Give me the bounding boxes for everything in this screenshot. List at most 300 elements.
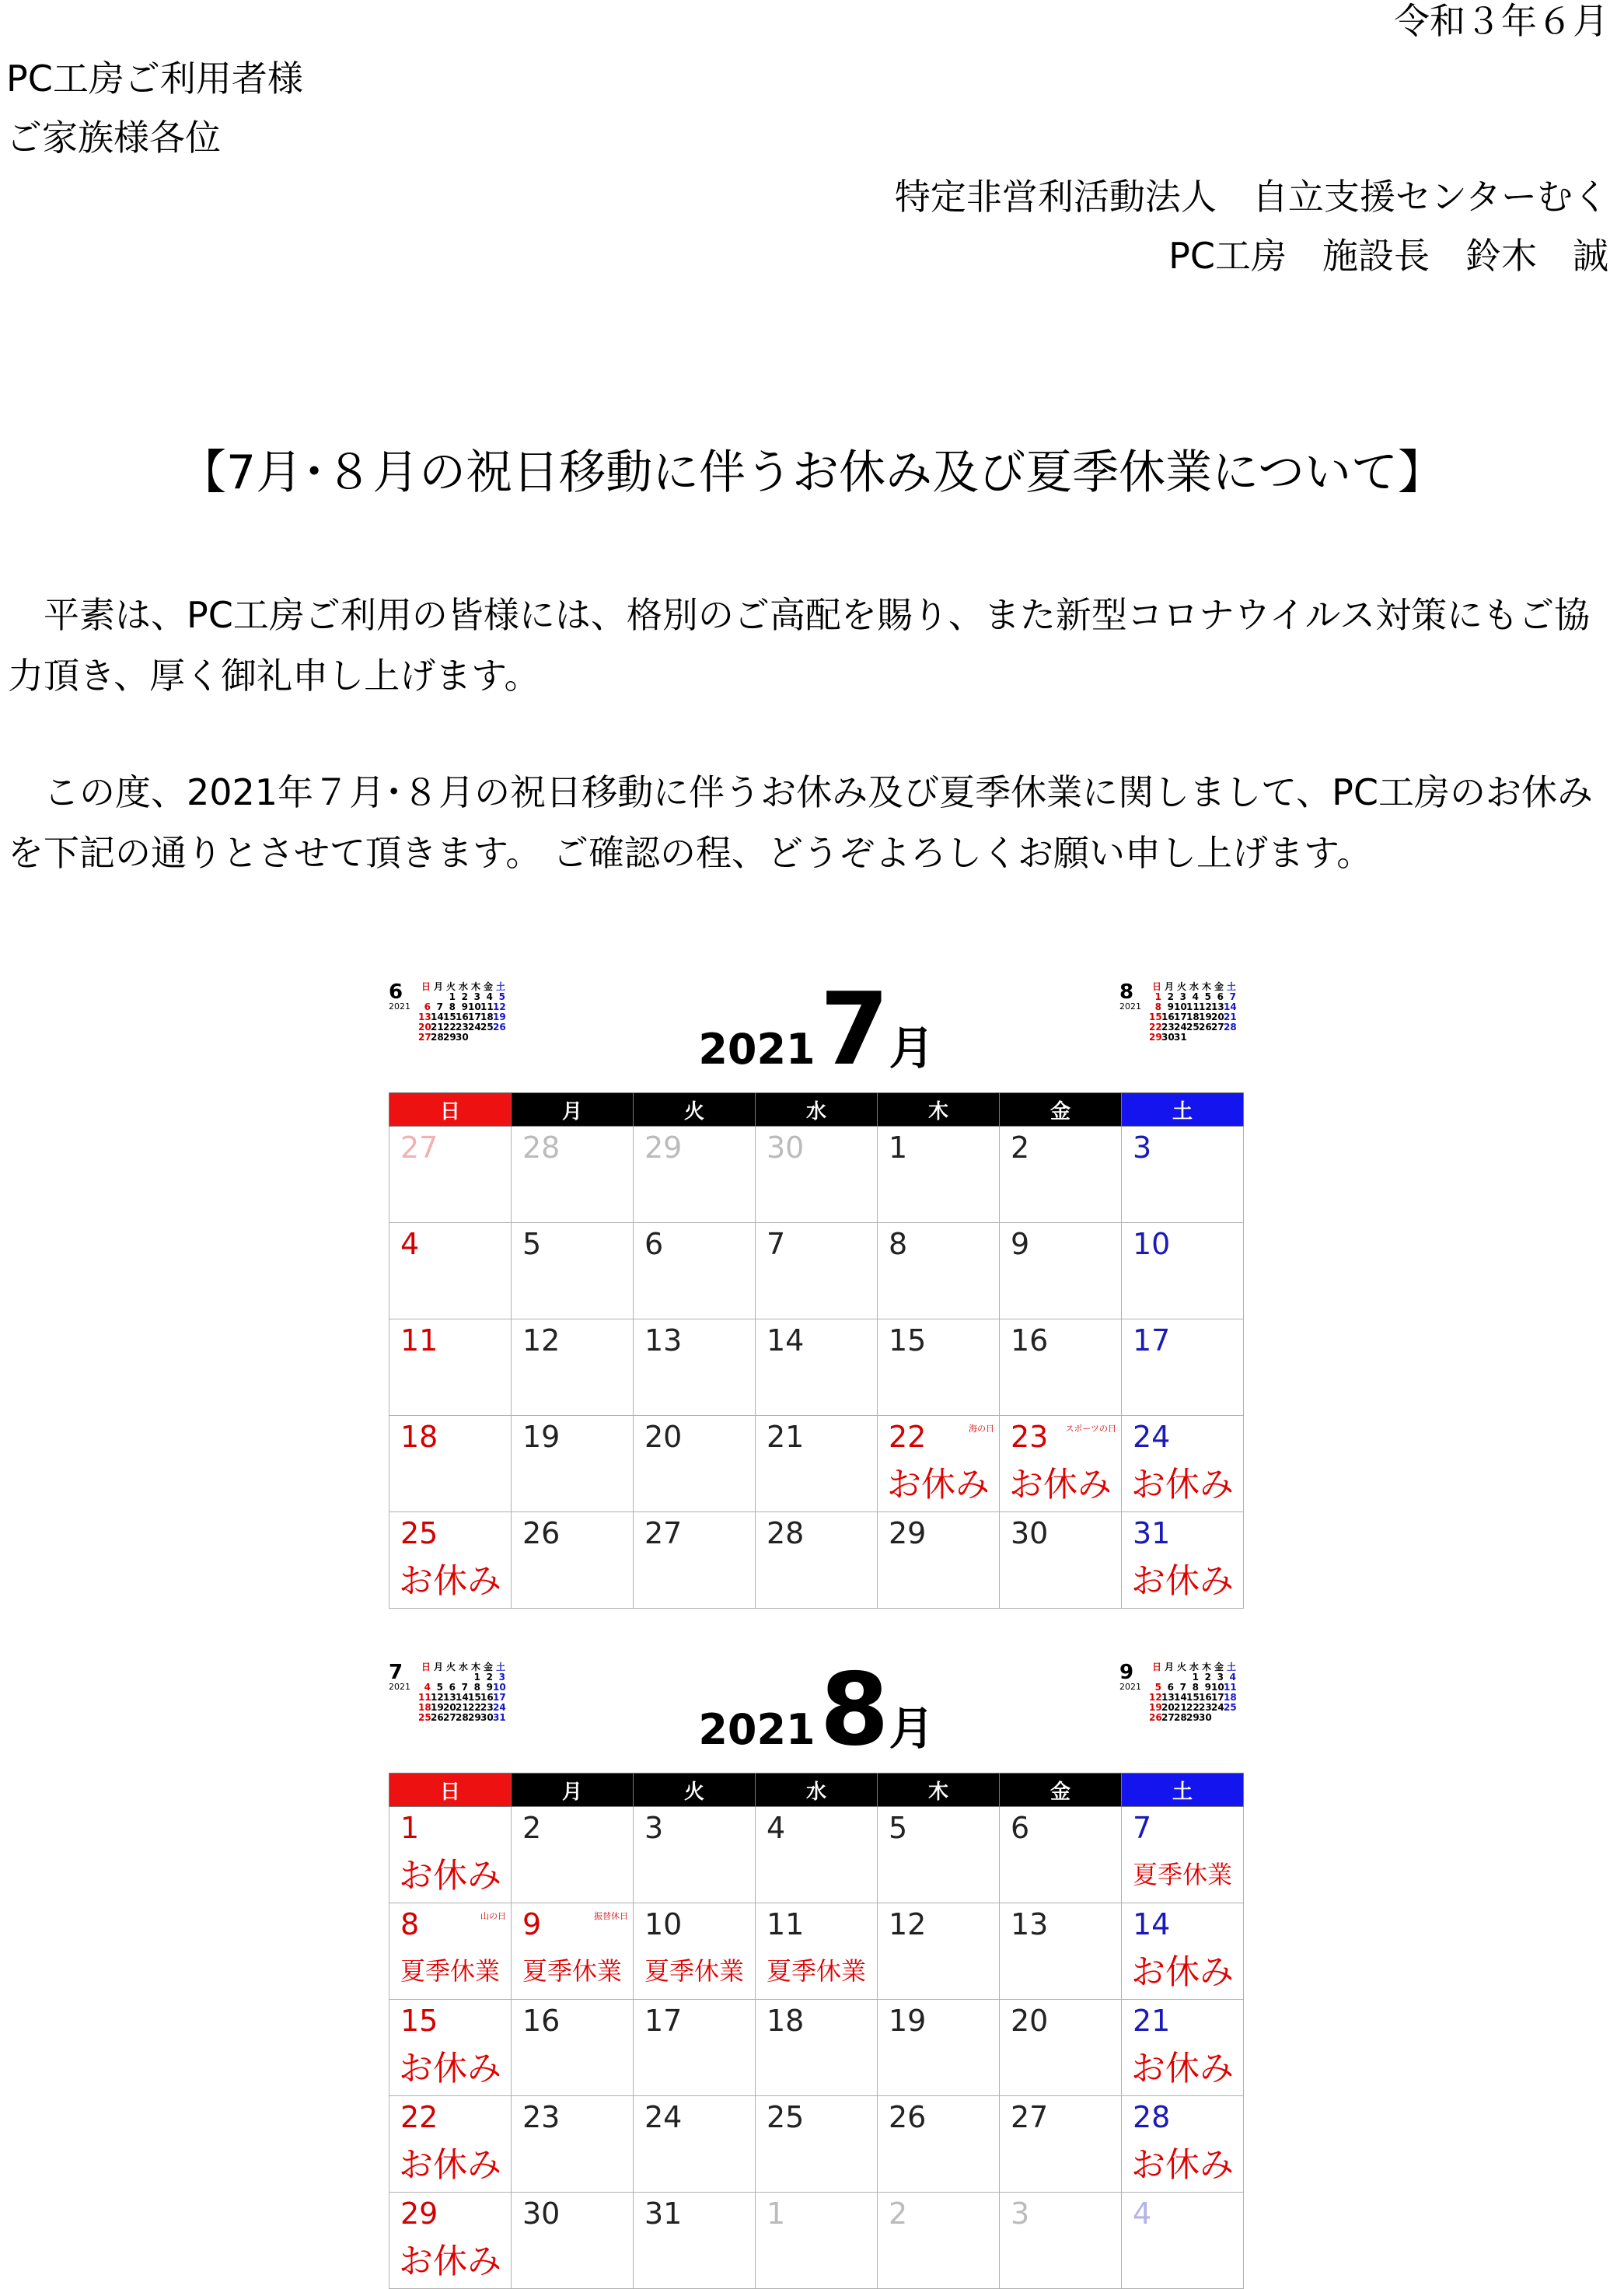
mini-weekday: 木 bbox=[1201, 1662, 1211, 1672]
calendar-title bbox=[389, 1652, 1244, 1773]
weekday-header: 金 bbox=[1000, 1093, 1122, 1127]
calendar-day-cell bbox=[634, 1512, 756, 1609]
mini-day: 29 bbox=[443, 1032, 456, 1043]
calendar-day-cell bbox=[389, 1807, 512, 1903]
mini-weekday: 日 bbox=[1151, 981, 1161, 992]
day-off-label: お休み bbox=[399, 1561, 501, 1601]
mini-day: 13 bbox=[418, 1012, 431, 1022]
calendar-year: 2021 bbox=[698, 1025, 815, 1074]
day-number: 9 bbox=[1011, 1227, 1030, 1261]
day-number: 27 bbox=[644, 1516, 683, 1550]
day-off-label: お休み bbox=[887, 1465, 990, 1504]
day-number: 4 bbox=[1133, 2196, 1152, 2231]
mini-day: 26 bbox=[1199, 1022, 1212, 1033]
mini-day: 22 bbox=[1149, 1022, 1162, 1033]
mini-day: 8 bbox=[1192, 1682, 1199, 1693]
mini-day: 12 bbox=[1199, 1001, 1212, 1012]
mini-day: 30 bbox=[480, 1712, 494, 1723]
mini-day: 17 bbox=[493, 1692, 506, 1703]
calendar-day-cell bbox=[1122, 1127, 1244, 1223]
mini-day: 22 bbox=[468, 1702, 481, 1713]
mini-day: 18 bbox=[480, 1012, 494, 1022]
calendar-week-row bbox=[389, 1807, 1244, 1903]
day-number: 31 bbox=[644, 2196, 683, 2231]
mini-day: 13 bbox=[1161, 1692, 1175, 1703]
day-number: 14 bbox=[1133, 1907, 1171, 1941]
day-number: 16 bbox=[522, 2004, 561, 2038]
mini-calendar-year: 2021 bbox=[1119, 1682, 1141, 1692]
day-number: 5 bbox=[522, 1227, 542, 1261]
mini-day: 23 bbox=[456, 1022, 469, 1033]
day-number: 16 bbox=[1011, 1323, 1049, 1358]
calendar-day-cell bbox=[878, 1807, 1000, 1903]
day-number: 1 bbox=[889, 1131, 908, 1165]
mini-weekday: 火 bbox=[445, 1662, 456, 1672]
day-number: 22 bbox=[400, 2100, 438, 2134]
mini-day: 9 bbox=[461, 1001, 468, 1012]
calendar-day-cell bbox=[878, 2193, 1000, 2289]
weekday-header: 土 bbox=[1122, 1774, 1244, 1807]
calendar-day-cell bbox=[512, 2000, 634, 2096]
mini-day: 19 bbox=[1149, 1702, 1162, 1713]
day-off-label: お休み bbox=[399, 2242, 501, 2281]
calendar-day-cell bbox=[1122, 2193, 1244, 2289]
mini-weekday: 水 bbox=[458, 981, 468, 992]
mini-day: 20 bbox=[443, 1702, 456, 1713]
weekday-header: 水 bbox=[756, 1093, 878, 1127]
mini-calendar-year: 2021 bbox=[389, 1001, 410, 1012]
weekday-header: 日 bbox=[389, 1774, 512, 1807]
weekday-header: 木 bbox=[878, 1093, 1000, 1127]
summer-closure-label: 夏季休業 bbox=[522, 1956, 622, 1986]
day-number: 19 bbox=[522, 1420, 561, 1454]
sender-organization: 特定非営利活動法人 自立支援センターむく bbox=[894, 176, 1608, 218]
mini-day: 5 bbox=[1204, 991, 1211, 1002]
mini-day: 28 bbox=[431, 1032, 444, 1043]
calendar-day-cell bbox=[389, 1512, 512, 1609]
summer-closure-label: 夏季休業 bbox=[766, 1956, 866, 1986]
mini-day: 11 bbox=[418, 1692, 431, 1703]
calendar-day-cell bbox=[634, 1807, 756, 1903]
mini-day: 20 bbox=[418, 1022, 431, 1033]
mini-weekday: 月 bbox=[433, 1662, 443, 1672]
calendar-day-cell bbox=[634, 1416, 756, 1512]
calendar-day-cell bbox=[389, 1127, 512, 1223]
mini-day: 8 bbox=[1154, 1001, 1161, 1012]
mini-day: 5 bbox=[1154, 1682, 1161, 1693]
mini-day: 1 bbox=[1192, 1672, 1199, 1683]
calendar-month-label: 月 bbox=[889, 1702, 934, 1755]
weekday-header: 火 bbox=[634, 1093, 756, 1127]
mini-day: 19 bbox=[1199, 1012, 1212, 1022]
calendar-day-cell bbox=[756, 2096, 878, 2193]
mini-weekday: 土 bbox=[495, 981, 505, 992]
calendar-header bbox=[389, 972, 1244, 1092]
day-number: 23 bbox=[522, 2100, 561, 2134]
day-number: 28 bbox=[522, 1131, 561, 1165]
day-number: 25 bbox=[767, 2100, 805, 2134]
calendar-day-cell bbox=[1000, 1319, 1122, 1416]
calendar-header bbox=[389, 1652, 1244, 1773]
day-number: 2 bbox=[889, 2196, 908, 2231]
mini-weekday: 日 bbox=[1151, 1662, 1161, 1672]
mini-day: 20 bbox=[1211, 1012, 1224, 1022]
day-number: 30 bbox=[1011, 1516, 1049, 1550]
calendar-day-cell bbox=[1000, 1903, 1122, 2000]
mini-day: 1 bbox=[473, 1672, 480, 1683]
mini-day: 2 bbox=[1167, 991, 1174, 1002]
mini-day: 20 bbox=[1161, 1702, 1175, 1713]
mini-day: 21 bbox=[1224, 1012, 1237, 1022]
calendar-day-cell bbox=[1000, 1416, 1122, 1512]
calendar-day-cell bbox=[878, 1127, 1000, 1223]
weekday-header: 月 bbox=[512, 1774, 634, 1807]
mini-day: 7 bbox=[1229, 991, 1236, 1002]
summer-closure-label: 夏季休業 bbox=[1132, 1860, 1232, 1889]
calendar-day-cell bbox=[634, 1223, 756, 1319]
mini-weekday: 木 bbox=[1201, 981, 1211, 992]
mini-day: 9 bbox=[1167, 1001, 1174, 1012]
day-number: 29 bbox=[400, 2196, 438, 2231]
mini-day: 22 bbox=[443, 1022, 456, 1033]
mini-day: 15 bbox=[468, 1692, 481, 1703]
mini-day: 31 bbox=[1174, 1032, 1187, 1043]
mini-weekday: 月 bbox=[433, 981, 443, 992]
day-number: 20 bbox=[644, 1420, 683, 1454]
calendar-day-cell bbox=[878, 1223, 1000, 1319]
day-number: 24 bbox=[644, 2100, 683, 2134]
mini-day: 24 bbox=[493, 1702, 506, 1713]
day-number: 7 bbox=[767, 1227, 786, 1261]
calendar-month-number: 7 bbox=[819, 972, 889, 1088]
mini-weekday: 木 bbox=[470, 1662, 480, 1672]
day-off-label: お休み bbox=[1131, 2145, 1234, 2185]
mini-day: 10 bbox=[468, 1001, 481, 1012]
calendar-week-row bbox=[389, 1416, 1244, 1512]
mini-calendar-month: 7 bbox=[389, 1661, 403, 1684]
mini-day: 7 bbox=[461, 1682, 468, 1693]
day-number: 27 bbox=[400, 1131, 438, 1165]
day-number: 10 bbox=[1133, 1227, 1171, 1261]
mini-day: 27 bbox=[443, 1712, 456, 1723]
holiday-name: スポーツの日 bbox=[1065, 1424, 1116, 1434]
mini-day: 11 bbox=[1186, 1001, 1200, 1012]
day-number: 3 bbox=[644, 1811, 664, 1845]
mini-weekday: 火 bbox=[445, 981, 456, 992]
mini-calendar-month: 6 bbox=[389, 980, 403, 1004]
calendar-day-cell bbox=[756, 2000, 878, 2096]
day-number: 28 bbox=[767, 1516, 805, 1550]
mini-calendar-month: 8 bbox=[1119, 980, 1134, 1004]
calendar-grid bbox=[389, 1092, 1244, 1609]
calendar-day-cell bbox=[1122, 1807, 1244, 1903]
weekday-header: 木 bbox=[878, 1774, 1000, 1807]
calendar-day-cell bbox=[1000, 1223, 1122, 1319]
weekday-header: 日 bbox=[389, 1093, 512, 1127]
mini-day: 10 bbox=[1211, 1682, 1224, 1693]
mini-day: 8 bbox=[449, 1001, 456, 1012]
calendar-month-label: 月 bbox=[889, 1022, 934, 1075]
mini-weekday: 水 bbox=[458, 1662, 468, 1672]
day-off-label: お休み bbox=[399, 2049, 501, 2088]
mini-day: 16 bbox=[456, 1012, 469, 1022]
mini-day: 12 bbox=[1149, 1692, 1162, 1703]
calendar-week-row bbox=[389, 2000, 1244, 2096]
day-number: 15 bbox=[400, 2004, 438, 2038]
mini-day: 17 bbox=[1211, 1692, 1224, 1703]
mini-day: 12 bbox=[431, 1692, 444, 1703]
day-number: 6 bbox=[644, 1227, 664, 1261]
day-number: 11 bbox=[400, 1323, 438, 1358]
greeting-paragraph: 平素は、PC工房ご利用の皆様には、格別のご高配を賜り、また新型コロナウイルス対策にもご協力頂き、厚く御礼申し上げます。 bbox=[8, 594, 1591, 697]
calendar-week-row bbox=[389, 1319, 1244, 1416]
mini-weekday: 土 bbox=[1226, 981, 1236, 992]
mini-day: 4 bbox=[1192, 991, 1199, 1002]
calendar-day-cell bbox=[878, 1319, 1000, 1416]
mini-day: 7 bbox=[1179, 1682, 1186, 1693]
mini-day: 10 bbox=[1174, 1001, 1187, 1012]
mini-day: 18 bbox=[418, 1702, 431, 1713]
mini-day: 21 bbox=[1174, 1702, 1187, 1713]
day-off-label: お休み bbox=[1131, 2049, 1234, 2088]
day-number: 4 bbox=[400, 1227, 420, 1261]
mini-day: 26 bbox=[431, 1712, 444, 1723]
calendar-day-cell bbox=[756, 1223, 878, 1319]
mini-day: 21 bbox=[456, 1702, 469, 1713]
mini-day: 11 bbox=[1224, 1682, 1237, 1693]
mini-day: 17 bbox=[468, 1012, 481, 1022]
mini-day: 3 bbox=[1217, 1672, 1224, 1683]
mini-day: 7 bbox=[436, 1001, 443, 1012]
mini-day: 28 bbox=[1224, 1022, 1237, 1033]
day-off-label: お休み bbox=[399, 2145, 501, 2185]
mini-day: 21 bbox=[431, 1022, 444, 1033]
mini-day: 3 bbox=[498, 1672, 505, 1683]
summer-closure-label: 夏季休業 bbox=[400, 1956, 500, 1986]
holiday-name: 振替休日 bbox=[594, 1911, 628, 1921]
mini-day: 2 bbox=[461, 991, 468, 1002]
mini-day: 25 bbox=[480, 1022, 494, 1033]
day-number: 30 bbox=[767, 1131, 805, 1165]
sender-name: PC工房 施設長 鈴木 誠 bbox=[1168, 235, 1608, 277]
mini-day: 10 bbox=[493, 1682, 506, 1693]
day-number: 4 bbox=[767, 1811, 786, 1845]
mini-day: 1 bbox=[1154, 991, 1161, 1002]
mini-day: 4 bbox=[424, 1682, 431, 1693]
mini-day: 25 bbox=[1186, 1022, 1200, 1033]
mini-day: 1 bbox=[449, 991, 456, 1002]
calendar-day-cell bbox=[1000, 1807, 1122, 1903]
calendar-day-cell bbox=[1122, 1319, 1244, 1416]
calendar-day-cell bbox=[389, 1223, 512, 1319]
day-number: 3 bbox=[1011, 2196, 1030, 2231]
mini-weekday: 金 bbox=[1214, 1662, 1224, 1672]
mini-day: 18 bbox=[1186, 1012, 1200, 1022]
mini-day: 5 bbox=[436, 1682, 443, 1693]
day-number: 8 bbox=[400, 1907, 420, 1941]
mini-day: 15 bbox=[1149, 1012, 1162, 1022]
mini-day: 30 bbox=[1161, 1032, 1175, 1043]
day-number: 24 bbox=[1133, 1420, 1171, 1454]
notice-paragraph: この度、2021年７月･８月の祝日移動に伴うお休み及び夏季休業に関しまして、PC工房のお休みを下記の通りとさせて頂きます。 ご確認の程、どうぞよろしくお願い申し上げます。 bbox=[8, 771, 1594, 874]
day-number: 28 bbox=[1133, 2100, 1171, 2134]
mini-day: 13 bbox=[443, 1692, 456, 1703]
day-number: 13 bbox=[1011, 1907, 1049, 1941]
day-number: 23 bbox=[1011, 1420, 1049, 1454]
day-number: 5 bbox=[889, 1811, 908, 1845]
mini-day: 28 bbox=[1174, 1712, 1187, 1723]
calendar-day-cell bbox=[634, 1127, 756, 1223]
recipient-line-1: PC工房ご利用者様 bbox=[6, 58, 303, 100]
mini-day: 18 bbox=[1224, 1692, 1237, 1703]
calendar-day-cell bbox=[756, 2193, 878, 2289]
calendar-week-row bbox=[389, 1903, 1244, 2000]
day-number: 6 bbox=[1011, 1811, 1030, 1845]
mini-calendar-year: 2021 bbox=[1119, 1001, 1141, 1012]
mini-day: 9 bbox=[486, 1682, 493, 1693]
calendar-day-cell bbox=[1122, 2096, 1244, 2193]
mini-day: 28 bbox=[456, 1712, 469, 1723]
mini-day: 23 bbox=[480, 1702, 494, 1713]
mini-calendar-month: 9 bbox=[1119, 1661, 1134, 1684]
calendar-day-cell bbox=[878, 2000, 1000, 2096]
calendar-day-cell bbox=[389, 1903, 512, 2000]
mini-weekday: 月 bbox=[1164, 1662, 1174, 1672]
calendar-day-cell bbox=[634, 2000, 756, 2096]
mini-day: 5 bbox=[498, 991, 505, 1002]
mini-weekday: 水 bbox=[1189, 1662, 1199, 1672]
day-number: 1 bbox=[400, 1811, 420, 1845]
calendar-day-cell bbox=[756, 1807, 878, 1903]
mini-day: 24 bbox=[1211, 1702, 1224, 1713]
mini-day: 23 bbox=[1161, 1022, 1175, 1033]
mini-day: 11 bbox=[480, 1001, 494, 1012]
mini-day: 27 bbox=[1211, 1022, 1224, 1033]
day-number: 13 bbox=[644, 1323, 683, 1358]
weekday-header: 水 bbox=[756, 1774, 878, 1807]
day-off-label: お休み bbox=[1131, 1952, 1234, 1992]
weekday-header: 土 bbox=[1122, 1093, 1244, 1127]
day-number: 3 bbox=[1133, 1131, 1152, 1165]
day-number: 14 bbox=[767, 1323, 805, 1358]
weekday-header: 金 bbox=[1000, 1774, 1122, 1807]
mini-day: 26 bbox=[493, 1022, 506, 1033]
calendar-day-cell bbox=[1122, 1512, 1244, 1609]
calendar-day-cell bbox=[1000, 1512, 1122, 1609]
calendar-day-cell bbox=[1122, 1416, 1244, 1512]
calendar-day-cell bbox=[512, 2096, 634, 2193]
mini-day: 6 bbox=[424, 1001, 431, 1012]
day-number: 12 bbox=[522, 1323, 561, 1358]
day-number: 19 bbox=[889, 2004, 927, 2038]
calendar-title bbox=[389, 972, 1244, 1092]
weekday-header: 月 bbox=[512, 1093, 634, 1127]
mini-day: 16 bbox=[1199, 1692, 1212, 1703]
day-number: 10 bbox=[644, 1907, 683, 1941]
day-off-label: お休み bbox=[1131, 1561, 1234, 1601]
calendar-day-cell bbox=[756, 1416, 878, 1512]
calendar-day-cell bbox=[512, 1319, 634, 1416]
calendar-day-cell bbox=[389, 2096, 512, 2193]
mini-day: 4 bbox=[1229, 1672, 1236, 1683]
mini-day: 23 bbox=[1199, 1702, 1212, 1713]
mini-weekday: 水 bbox=[1189, 981, 1199, 992]
calendar-day-cell bbox=[756, 1127, 878, 1223]
calendar-day-cell bbox=[1122, 1903, 1244, 2000]
weekday-header: 火 bbox=[634, 1774, 756, 1807]
mini-day: 26 bbox=[1149, 1712, 1162, 1723]
mini-weekday: 木 bbox=[470, 981, 480, 992]
day-number: 25 bbox=[400, 1516, 438, 1550]
calendar-day-cell bbox=[512, 1223, 634, 1319]
mini-day: 24 bbox=[1174, 1022, 1187, 1033]
document-title: 【7月･８月の祝日移動に伴うお休み及び夏季休業について】 bbox=[180, 446, 1444, 500]
day-number: 20 bbox=[1011, 2004, 1049, 2038]
calendar-day-cell bbox=[634, 2096, 756, 2193]
calendar-day-cell bbox=[878, 1512, 1000, 1609]
day-number: 26 bbox=[522, 1516, 561, 1550]
mini-day: 25 bbox=[418, 1712, 431, 1723]
mini-day: 15 bbox=[1186, 1692, 1200, 1703]
holiday-name: 山の日 bbox=[480, 1911, 506, 1921]
day-number: 8 bbox=[889, 1227, 908, 1261]
mini-day: 31 bbox=[493, 1712, 506, 1723]
mini-day: 30 bbox=[1199, 1712, 1212, 1723]
calendar-day-cell bbox=[634, 1903, 756, 2000]
calendar-day-cell bbox=[756, 1512, 878, 1609]
day-number: 18 bbox=[767, 2004, 805, 2038]
calendar-day-cell bbox=[878, 1416, 1000, 1512]
calendar-year: 2021 bbox=[698, 1705, 815, 1754]
mini-day: 9 bbox=[1204, 1682, 1211, 1693]
mini-day: 4 bbox=[486, 991, 493, 1002]
calendar-day-cell bbox=[512, 1807, 634, 1903]
mini-weekday: 金 bbox=[483, 1662, 493, 1672]
calendar-week-row bbox=[389, 2193, 1244, 2289]
calendar-august bbox=[389, 1652, 1244, 2289]
mini-day: 24 bbox=[468, 1022, 481, 1033]
mini-weekday: 金 bbox=[483, 981, 493, 992]
calendar-day-cell bbox=[512, 1416, 634, 1512]
calendar-day-cell bbox=[1122, 1223, 1244, 1319]
mini-day: 22 bbox=[1186, 1702, 1200, 1713]
calendar-week-row bbox=[389, 1512, 1244, 1609]
mini-day: 12 bbox=[493, 1001, 506, 1012]
day-number: 21 bbox=[767, 1420, 805, 1454]
calendar-day-cell bbox=[389, 2193, 512, 2289]
mini-day: 6 bbox=[449, 1682, 456, 1693]
mini-day: 30 bbox=[456, 1032, 469, 1043]
calendar-day-cell bbox=[389, 2000, 512, 2096]
calendar-day-cell bbox=[512, 1127, 634, 1223]
mini-day: 25 bbox=[1224, 1702, 1237, 1713]
day-number: 2 bbox=[1011, 1131, 1030, 1165]
calendar-day-cell bbox=[1000, 2096, 1122, 2193]
calendar-day-cell bbox=[634, 2193, 756, 2289]
calendar-day-cell bbox=[512, 1512, 634, 1609]
calendar-day-cell bbox=[512, 2193, 634, 2289]
calendar-month-number: 8 bbox=[819, 1652, 889, 1768]
mini-day: 14 bbox=[431, 1012, 444, 1022]
mini-weekday: 火 bbox=[1176, 981, 1186, 992]
summer-closure-label: 夏季休業 bbox=[644, 1956, 744, 1986]
mini-day: 19 bbox=[493, 1012, 506, 1022]
mini-day: 6 bbox=[1217, 991, 1224, 1002]
mini-day: 13 bbox=[1211, 1001, 1224, 1012]
day-number: 30 bbox=[522, 2196, 561, 2231]
day-number: 12 bbox=[889, 1907, 927, 1941]
day-number: 1 bbox=[767, 2196, 786, 2231]
